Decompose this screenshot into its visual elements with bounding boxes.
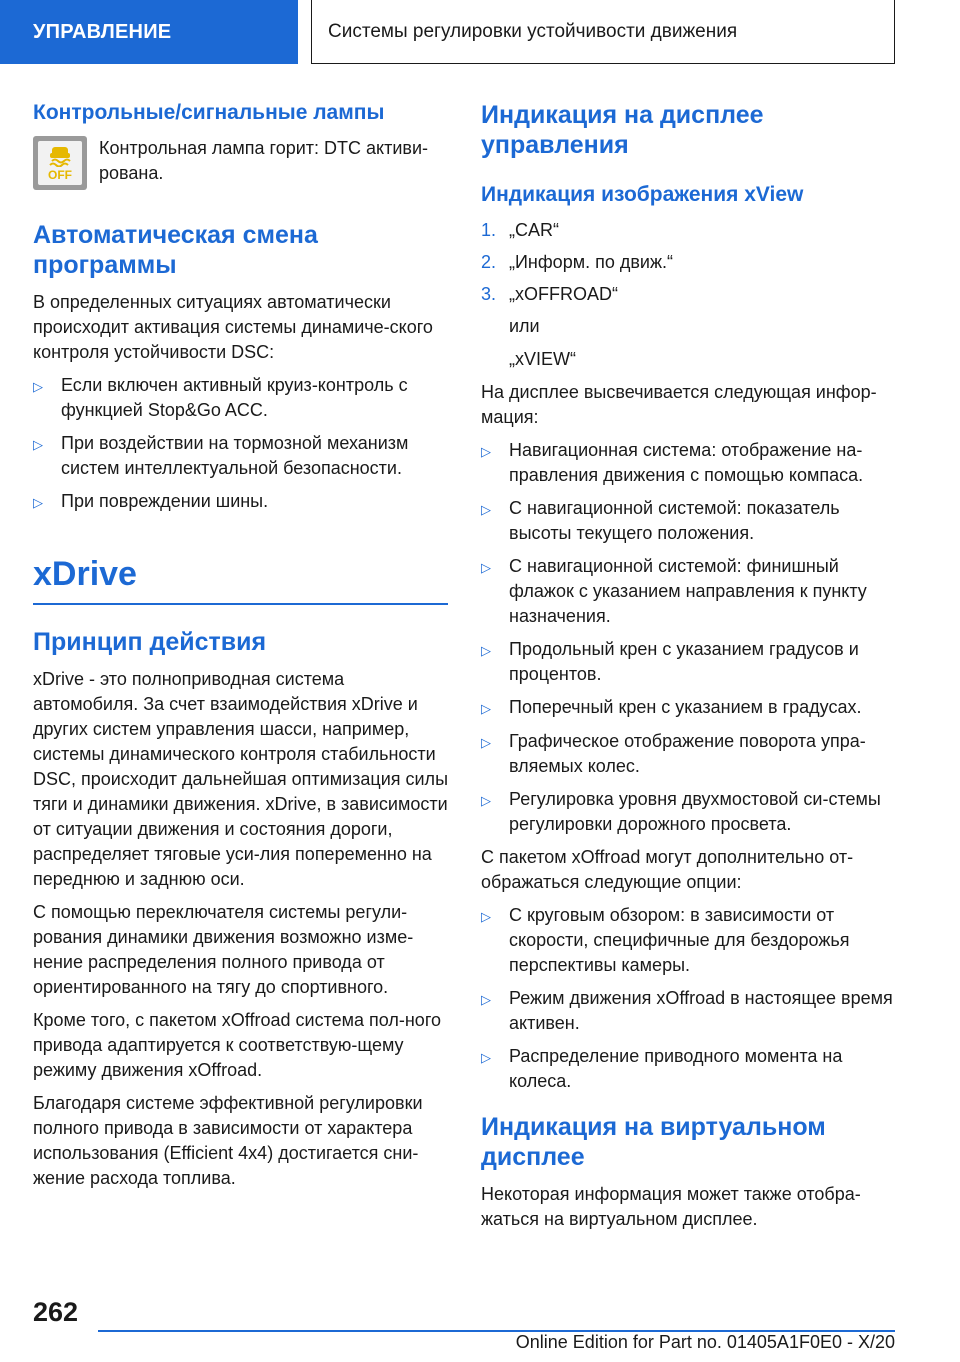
- lamps-heading: Контрольные/сигнальные лампы: [33, 101, 385, 124]
- bullet-arrow-icon: ▷: [481, 735, 491, 750]
- offroad-intro: С пакетом xOffroad могут дополнительно от-ображаться следующие опции:: [481, 847, 854, 892]
- list-item: ▷ При повреждении шины.: [33, 489, 448, 515]
- list-item: ▷ Режим движения xOffroad в настоящее время активен.: [481, 986, 896, 1036]
- principle-heading: Принцип действия: [33, 628, 267, 656]
- dtc-off-warning-icon: [33, 136, 87, 190]
- principle-paragraph: С помощью переключателя системы регули-рования динамики движения возможно изме-нение распределения полного привода от ориентированного на тягу до спортивного.: [33, 902, 414, 997]
- xview-alt: „xVIEW“: [509, 349, 576, 369]
- bullet-arrow-icon: ▷: [481, 643, 491, 658]
- or-text: или: [509, 316, 540, 336]
- principle-paragraph: Благодаря системе эффективной регулировки полного привода в зависимости от характера использования (Efficient 4x4) достигается сни-жение расхода топлива.: [33, 1093, 423, 1188]
- car-skid-icon: [47, 145, 73, 167]
- auto-change-intro: В определенных ситуациях автоматически происходит активация системы динамиче-ского контроля устойчивости DSC:: [33, 292, 433, 362]
- offroad-list: [481, 903, 896, 1094]
- list-item: ▷ Продольный крен с указанием градусов и процентов.: [481, 637, 896, 687]
- auto-change-heading: Автоматическая смена программы: [33, 221, 318, 279]
- title-divider: [33, 603, 448, 605]
- xview-list: [481, 218, 896, 307]
- list-item: ▷ Поперечный крен с указанием в градусах.: [481, 695, 896, 721]
- list-item: ▷ Распределение приводного момента на колеса.: [481, 1044, 896, 1094]
- info-intro: На дисплее высвечивается следующая инфор-мация:: [481, 382, 877, 427]
- list-item: ▷ Навигационная система: отображение на-правления движения с помощью компаса.: [481, 438, 896, 488]
- lamp-off-label: OFF: [48, 168, 72, 182]
- display-heading: Индикация на дисплее управления: [481, 101, 764, 159]
- edition-info: Online Edition for Part no. 01405A1F0E0 - X/20: [515, 1332, 895, 1352]
- lamp-description: Контрольная лампа горит: DTC активи-рована.: [99, 138, 429, 183]
- list-item: 3. „xOFFROAD“: [481, 284, 618, 304]
- bullet-arrow-icon: ▷: [481, 701, 491, 716]
- list-item: ▷ Если включен активный круиз-контроль с функцией Stop&Go ACC.: [33, 373, 448, 423]
- info-list: [481, 438, 896, 837]
- list-item: ▷ Графическое отображение поворота упра-вляемых колес.: [481, 729, 896, 779]
- list-item: ▷ С навигационной системой: финишный флажок с указанием направления к пункту назначения.: [481, 554, 896, 629]
- xview-heading: Индикация изображения xView: [481, 183, 804, 206]
- bullet-arrow-icon: ▷: [481, 444, 491, 459]
- virtual-display-heading: Индикация на виртуальном дисплее: [481, 1113, 826, 1171]
- list-item: 2. „Информ. по движ.“: [481, 252, 673, 272]
- principle-paragraph: xDrive - это полноприводная система автомобиля. За счет взаимодействия xDrive и других систем управления шасси, например, системы динамического контроля стабильности DSC, происходит дальнейшая оптимизация силы тяги и динамики движения. xDrive, в зависимости от ситуации движения и состояния дороги, распределяет тяговые уси-лия попеременно на переднюю и заднюю оси.: [33, 669, 449, 889]
- list-item: ▷ Регулировка уровня двухмостовой си-стемы регулировки дорожного просвета.: [481, 787, 896, 837]
- bullet-arrow-icon: ▷: [481, 793, 491, 808]
- left-column: [33, 100, 448, 1199]
- bullet-arrow-icon: ▷: [33, 437, 43, 452]
- chapter-header: Системы регулировки устойчивости движения: [311, 0, 895, 64]
- bullet-arrow-icon: ▷: [33, 379, 43, 394]
- principle-paragraph: Кроме того, с пакетом xOffroad система пол-ного привода адаптируется к соответствую-щему режиму движения xOffroad.: [33, 1010, 441, 1080]
- bullet-arrow-icon: ▷: [481, 560, 491, 575]
- bullet-arrow-icon: ▷: [33, 495, 43, 510]
- bullet-arrow-icon: ▷: [481, 502, 491, 517]
- xdrive-title: xDrive: [33, 555, 137, 593]
- bullet-arrow-icon: ▷: [481, 1050, 491, 1065]
- section-header: УПРАВЛЕНИЕ: [0, 0, 298, 64]
- bullet-arrow-icon: ▷: [481, 992, 491, 1007]
- virtual-display-text: Некоторая информация может также отобра-жаться на виртуальном дисплее.: [481, 1184, 861, 1229]
- list-item: 1. „CAR“: [481, 220, 559, 240]
- bullet-arrow-icon: ▷: [481, 909, 491, 924]
- right-column: [481, 100, 896, 1240]
- list-item: ▷ С круговым обзором: в зависимости от скорости, специфичные для бездорожья перспективы камеры.: [481, 903, 896, 978]
- lamp-row: [33, 136, 448, 190]
- page-number: 262: [33, 1297, 79, 1327]
- list-item: ▷ С навигационной системой: показатель высоты текущего положения.: [481, 496, 896, 546]
- auto-change-list: [33, 373, 448, 515]
- list-item: ▷ При воздействии на тормозной механизм систем интеллектуальной безопасности.: [33, 431, 448, 481]
